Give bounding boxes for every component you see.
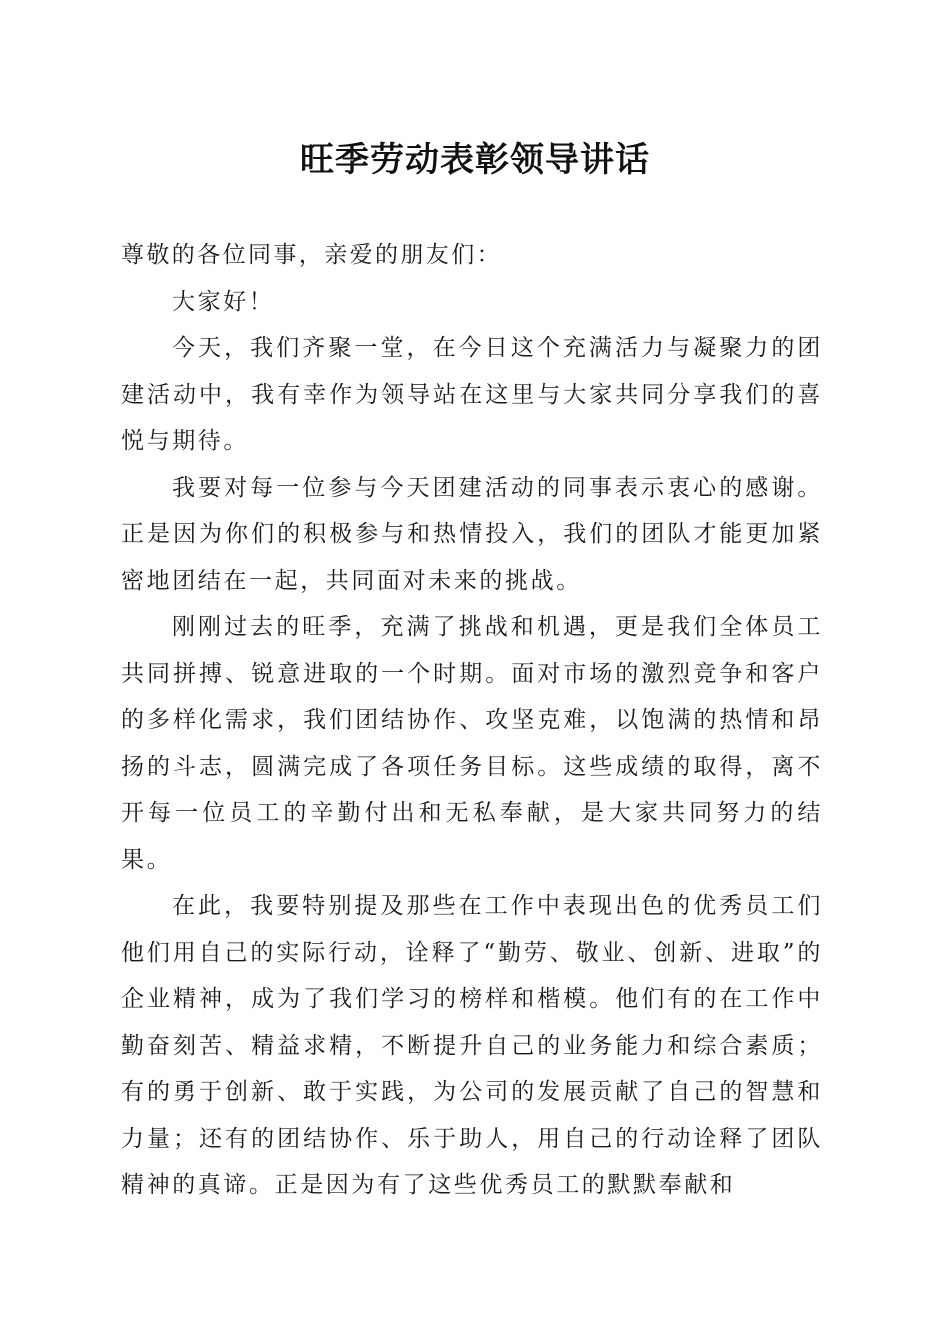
document-title: 旺季劳动表彰领导讲话 bbox=[300, 140, 650, 180]
document-body bbox=[121, 232, 823, 1209]
paragraph-opening: 今天，我们齐聚一堂，在今日这个充满活力与凝聚力的团建活动中，我有幸作为领导站在这里与大家共同分享我们的喜悦与期待。 bbox=[121, 335, 823, 454]
paragraph-greeting: 大家好！ bbox=[172, 288, 275, 315]
paragraph-outstanding-staff: 在此，我要特别提及那些在工作中表现出色的优秀员工们他们用自己的实际行动，诠释了“勤劳、敬业、创新、进取”的企业精神，成为了我们学习的榜样和楷模。他们有的在工作中勤奋刻苦、精益求精，不断提升自己的业务能力和综合素质；有的勇于创新、敢于实践，为公司的发展贡献了自己的智慧和力量；还有的团结协作、乐于助人，用自己的行动诠释了团队精神的真谛。正是因为有了这些优秀员工的默默奉献和 bbox=[121, 893, 823, 1198]
salutation: 尊敬的各位同事，亲爱的朋友们： bbox=[121, 242, 502, 268]
paragraph-season-review: 刚刚过去的旺季，充满了挑战和机遇，更是我们全体员工共同拼搏、锐意进取的一个时期。面对市场的激烈竞争和客户的多样化需求，我们团结协作、攻坚克难，以饱满的热情和昂扬的斗志，圆满完成了各项任务目标。这些成绩的取得，离不开每一位员工的辛勤付出和无私奉献，是大家共同努力的结果。 bbox=[121, 614, 823, 873]
paragraph-thanks: 我要对每一位参与今天团建活动的同事表示衷心的感谢。正是因为你们的积极参与和热情投入，我们的团队才能更加紧密地团结在一起，共同面对未来的挑战。 bbox=[121, 474, 823, 594]
